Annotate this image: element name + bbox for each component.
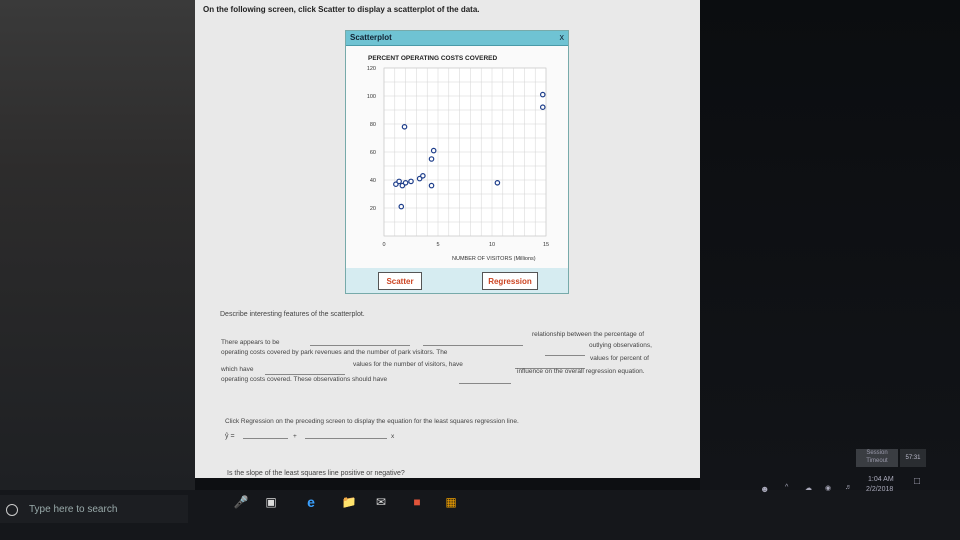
para-line4-b: influence on the overall regression equation.	[517, 368, 645, 375]
blank-2[interactable]	[423, 339, 523, 346]
edge-icon[interactable]: e	[307, 494, 315, 510]
y-tick-label: 20	[369, 206, 376, 212]
x-tick-label: 5	[436, 242, 440, 248]
data-point	[431, 148, 435, 152]
blank-6[interactable]	[459, 377, 511, 384]
scatterplot-title-bar	[346, 31, 568, 46]
scatterplot-window	[345, 30, 569, 294]
y-tick-label: 80	[369, 122, 376, 128]
describe-prompt: Describe interesting features of the scatterplot.	[220, 311, 365, 318]
wifi-icon[interactable]: ◉	[825, 485, 832, 492]
para-line3-b: values for the number of visitors, have	[353, 361, 463, 368]
mail-icon[interactable]: ✉	[375, 495, 387, 509]
intercept-blank[interactable]	[243, 432, 288, 439]
blank-4[interactable]	[265, 368, 345, 375]
para-line3-a: which have	[221, 366, 254, 373]
data-point	[409, 179, 413, 183]
search-box[interactable]	[0, 495, 188, 523]
chevron-up-icon[interactable]: ^	[785, 484, 789, 491]
x-tick-label: 0	[382, 242, 386, 248]
data-point	[402, 125, 406, 129]
y-tick-label: 120	[366, 66, 376, 72]
close-icon[interactable]: x	[559, 32, 564, 42]
yhat-label: ŷ =	[225, 433, 235, 440]
plus-sign: +	[293, 433, 297, 440]
data-point	[541, 105, 545, 109]
para-line1-a: There appears to be	[221, 339, 280, 346]
button-bar	[346, 268, 568, 293]
cloud-icon[interactable]: ☁	[805, 485, 812, 492]
assignment-page	[195, 0, 700, 478]
scatterplot-chart	[346, 46, 568, 268]
y-tick-label: 100	[366, 94, 376, 100]
regression-button[interactable]: Regression	[482, 272, 538, 290]
blank-3[interactable]	[545, 349, 585, 356]
data-point	[397, 179, 401, 183]
file-explorer-icon[interactable]: 📁	[341, 495, 357, 509]
times-x: x	[391, 433, 395, 440]
notification-icon[interactable]: □	[914, 476, 921, 487]
clock-time[interactable]: 1:04 AM	[868, 476, 894, 483]
x-axis-label: NUMBER OF VISITORS (Millions)	[452, 256, 536, 262]
background-right	[700, 0, 960, 490]
session-timer: 57:31	[900, 449, 926, 467]
search-input[interactable]: Type here to search	[29, 504, 118, 515]
scatter-button[interactable]: Scatter	[378, 272, 422, 290]
x-tick-label: 10	[488, 242, 496, 248]
para-line1-b: relationship between the percentage of	[532, 331, 645, 338]
para-line4-a: operating costs covered. These observations should have	[221, 376, 388, 383]
store-icon[interactable]: ▦	[445, 495, 457, 509]
background-left	[0, 0, 195, 490]
y-tick-label: 60	[369, 150, 376, 156]
slope-question: Is the slope of the least squares line positive or negative?	[227, 470, 405, 477]
regression-instruction: Click Regression on the preceding screen to display the equation for the least squares regression line.	[225, 418, 519, 425]
data-point	[429, 157, 433, 161]
microphone-icon[interactable]: 🎤	[233, 495, 249, 509]
volume-icon[interactable]: ♬	[845, 484, 852, 491]
y-tick-label: 40	[369, 178, 376, 184]
data-point	[399, 204, 403, 208]
x-tick-label: 15	[542, 242, 550, 248]
people-icon[interactable]: ☻	[760, 484, 770, 494]
clock-date[interactable]: 2/2/2018	[866, 486, 894, 493]
top-instruction: On the following screen, click Scatter to display a scatterplot of the data.	[203, 5, 480, 14]
data-point	[403, 181, 407, 185]
data-point	[541, 92, 545, 96]
data-point	[429, 183, 433, 187]
session-timeout-label: Session Timeout	[856, 449, 898, 467]
scatterplot-title: Scatterplot	[350, 33, 392, 42]
para-line3-c: values for percent of	[590, 355, 649, 362]
data-point	[421, 174, 425, 178]
task-view-icon[interactable]: ▣	[265, 495, 277, 509]
para-line2-b: outlying observations,	[589, 342, 652, 349]
blank-1[interactable]	[310, 339, 410, 346]
powerpoint-icon[interactable]: ■	[413, 495, 421, 509]
data-point	[495, 181, 499, 185]
para-line2-a: operating costs covered by park revenues and the number of park visitors. The	[221, 349, 448, 356]
chart-title: PERCENT OPERATING COSTS COVERED	[368, 55, 498, 62]
cortana-icon	[6, 504, 18, 516]
slope-blank[interactable]	[305, 432, 387, 439]
